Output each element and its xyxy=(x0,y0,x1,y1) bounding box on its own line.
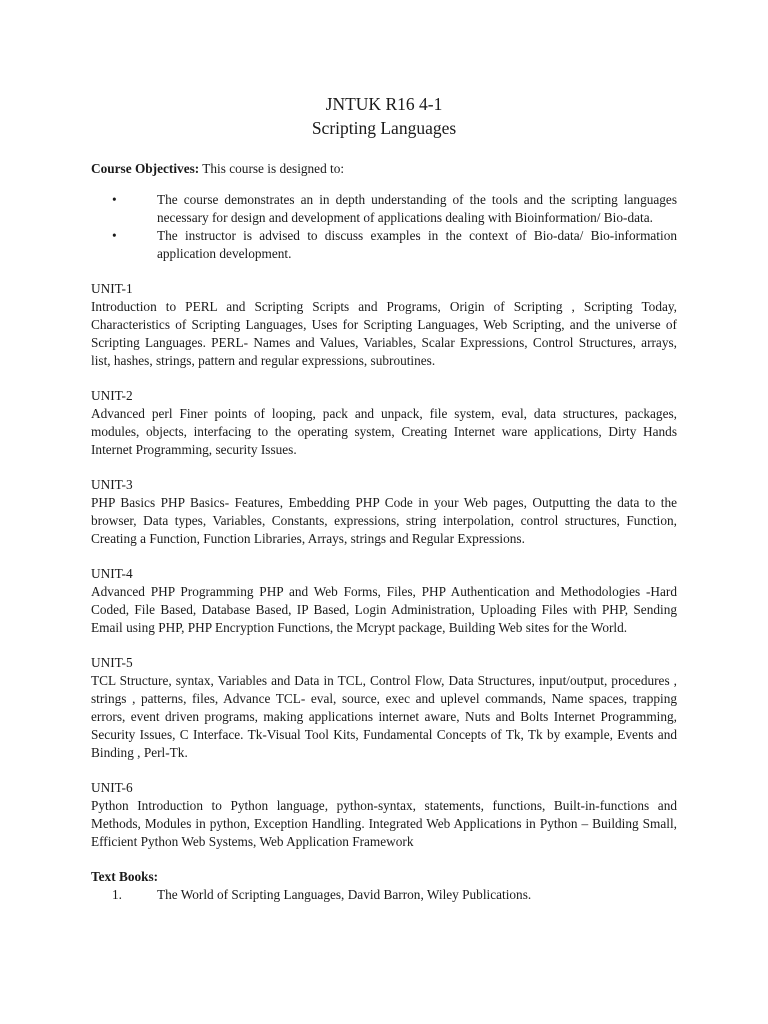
unit-section xyxy=(91,280,677,370)
unit-heading: UNIT-6 xyxy=(91,780,133,795)
unit-body: Advanced perl Finer points of looping, pack and unpack, file system, eval, data structures, packages, modules, objects, interfacing to the operating system, Creating Internet ware applications, Dirty Hands Internet Programming, security Issues. xyxy=(91,406,677,457)
unit-heading: UNIT-2 xyxy=(91,388,133,403)
unit-body: TCL Structure, syntax, Variables and Data in TCL, Control Flow, Data Structures, input/output, procedures , strings , patterns, files, Advance TCL- eval, source, exec and uplevel commands, Name spaces, trapping errors, event driven programs, making applications internet aware, Nuts and Bolts Internet Programming, Security Issues, C Interface. Tk-Visual Tool Kits, Fundamental Concepts of Tk, Tk by example, Events and Binding , Perl-Tk. xyxy=(91,673,677,760)
bullet-marker: • xyxy=(112,192,117,207)
unit-body: Python Introduction to Python language, python-syntax, statements, functions, Built-in-functions and Methods, Modules in python, Exception Handling. Integrated Web Applications in Python – Building Small, Efficient Python Web Systems, Web Application Framework xyxy=(91,798,677,849)
list-item xyxy=(91,227,677,263)
unit-section xyxy=(91,476,677,548)
bullet-text: The course demonstrates an in depth understanding of the tools and the scripting languages necessary for design and development of applications dealing with Bioinformation/ Bio-data. xyxy=(157,192,677,225)
document-title: JNTUK R16 4-1 xyxy=(325,94,443,114)
unit-section xyxy=(91,387,677,459)
unit-section xyxy=(91,654,677,762)
unit-section xyxy=(91,565,677,637)
unit-heading: UNIT-5 xyxy=(91,655,133,670)
unit-heading: UNIT-3 xyxy=(91,477,133,492)
unit-section xyxy=(91,779,677,851)
course-objectives-label: Course Objectives: xyxy=(91,161,200,176)
unit-heading: UNIT-1 xyxy=(91,281,133,296)
document-body xyxy=(91,160,677,904)
unit-body: PHP Basics PHP Basics- Features, Embedding PHP Code in your Web pages, Outputting the data to the browser, Data types, Variables, Constants, expressions, string interpolation, control structures, Function, Creating a Function, Function Libraries, Arrays, strings and Regular Expressions. xyxy=(91,495,677,546)
unit-heading: UNIT-4 xyxy=(91,566,133,581)
list-item xyxy=(91,886,677,904)
unit-body: Advanced PHP Programming PHP and Web Forms, Files, PHP Authentication and Methodologies -Hard Coded, File Based, Database Based, IP Based, Login Administration, Uploading Files with PHP, Sending Email using PHP, PHP Encryption Functions, the Mcrypt package, Building Web sites for the World. xyxy=(91,584,677,635)
objectives-list xyxy=(91,191,677,263)
text-books-heading: Text Books: xyxy=(91,869,159,884)
course-objectives xyxy=(91,160,677,178)
bullet-marker: • xyxy=(112,228,117,243)
book-title: The World of Scripting Languages, David Barron, Wiley Publications. xyxy=(157,887,532,902)
document-title-block xyxy=(0,92,768,140)
book-number: 1. xyxy=(112,887,122,902)
list-item xyxy=(91,191,677,227)
text-books-list xyxy=(91,886,677,904)
unit-body: Introduction to PERL and Scripting Scripts and Programs, Origin of Scripting , Scripting Today, Characteristics of Scripting Languages, Uses for Scripting Languages, Web Scripting, and the universe of Scripting Languages. PERL- Names and Values, Variables, Scalar Expressions, Control Structures, arrays, list, hashes, strings, pattern and regular expressions, subroutines. xyxy=(91,299,677,368)
document-subtitle: Scripting Languages xyxy=(311,118,457,138)
bullet-text: The instructor is advised to discuss examples in the context of Bio-data/ Bio-information application development. xyxy=(157,228,677,261)
course-objectives-intro: This course is designed to: xyxy=(199,161,345,176)
